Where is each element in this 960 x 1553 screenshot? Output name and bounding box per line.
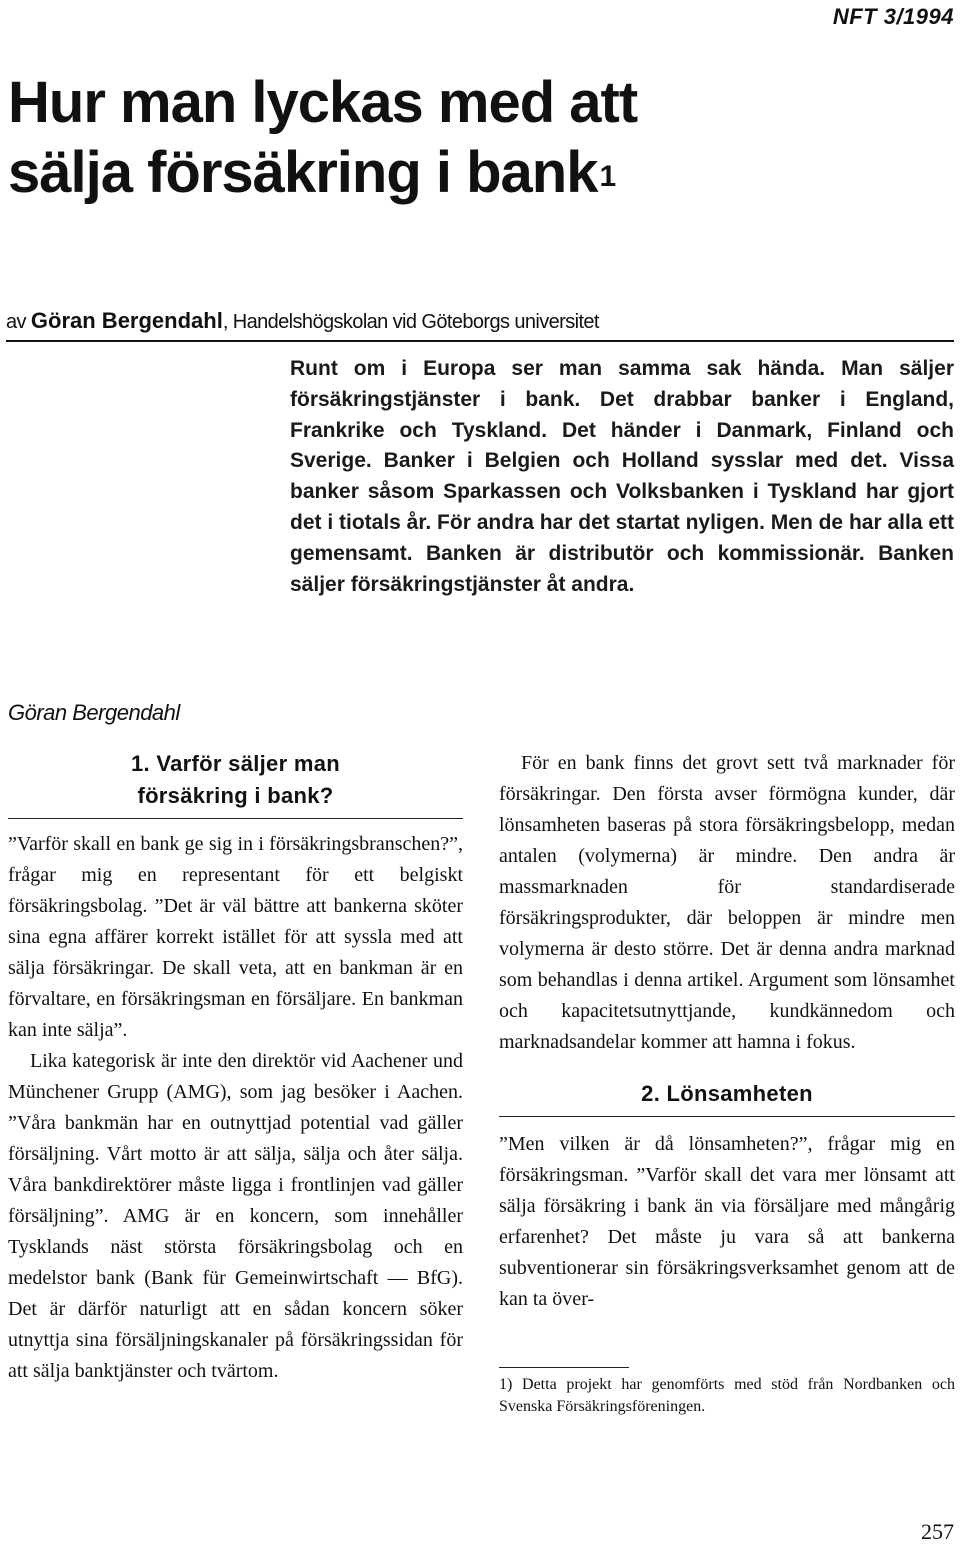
article-title xyxy=(8,68,908,208)
right-paragraph-1: För en bank finns det grovt sett två marknader för försäkringar. Den första avser förmögna kunder, där lönsamheten baseras på stora försäkringsbelopp, medan antalen (volymerna) är mindre. Den andra är massmarknaden för standardiserade försäkringsprodukter, där beloppen är mindre men volymerna är desto större. Det är denna andra marknad som behandlas i denna artikel. Argument som lönsamhet och kapacitetsutnyttjande, kundkännedom och marknadsandelar kommer att hamna i fokus. xyxy=(499,752,955,1053)
footnote: 1) Detta projekt har genomförts med stöd från Nordbanken och Svenska Försäkringsföreningen. xyxy=(499,1376,955,1415)
section-2-heading: 2. Lönsamheten xyxy=(499,1078,955,1117)
byline xyxy=(6,308,599,334)
section-2-paragraph-1: ”Men vilken är då lönsamheten?”, frågar mig en försäkringsman. ”Varför skall det vara mer lönsamt att sälja försäkring i bank än via försäljare med mångårig erfarenhet? Det måste ju vara så att bankerna subventionerar sin försäkringsverksamhet genom att de kan ta över- xyxy=(499,1133,955,1310)
section-1-paragraph-2: Lika kategorisk är inte den direktör vid Aachener und Münchener Grupp (AMG), som jag besöker i Aachen. ”Våra bankmän har en outnyttjad potential vad gäller försäljning. Vårt motto är att sälja, sälja och åter sälja. Våra bankdirektörer måste ligga i frontlinjen vad gäller försäljning”. AMG är en koncern, som innehåller Tysklands näst största försäkringsbolag och en medelstor bank (Bank für Gemeinwirtschaft — BfG). Det är därför naturligt att en sådan koncern söker utnyttja sina försäljningskanaler på försäkringssidan för att sälja banktjänster och tvärtom. xyxy=(8,1050,463,1382)
right-column xyxy=(499,748,955,1418)
left-column xyxy=(8,748,463,1387)
byline-prefix: av xyxy=(6,311,26,333)
section-1-heading-line-2: försäkring i bank? xyxy=(137,783,334,808)
section-1-heading-line-1: 1. Varför säljer man xyxy=(131,751,340,776)
author-signature: Göran Bergendahl xyxy=(8,700,180,725)
title-footnote-mark: 1 xyxy=(599,160,616,193)
section-1-paragraph-1: ”Varför skall en bank ge sig in i försäkringsbranschen?”, frågar mig en representant för ett belgiskt försäkringsbolag. ”Det är väl bättre att bankerna sköter sina egna affärer korrekt istället för att syssla med att sälja försäkringar. De skall veta, att en bankman är en förvaltare, en försäkringsman en försäljare. En bankman kan inte sälja”. xyxy=(8,833,463,1041)
lead-paragraph: Runt om i Europa ser man samma sak hända. Man säljer försäkringstjänster i bank. Det drabbar banker i England, Frankrike och Tyskland. Det händer i Danmark, Finland och Sverige. Banker i Belgien och Holland sysslar med det. Vissa banker såsom Sparkassen och Volksbanken i Tyskland har gjort det i tiotals år. För andra har det startat nyligen. Men de har alla ett gemensamt. Banken är distributör och kommissionär. Banken säljer försäkringstjänster åt andra. xyxy=(290,357,954,596)
title-line-2: sälja försäkring i bank xyxy=(8,140,598,205)
section-1-heading xyxy=(8,748,463,819)
issue-label: NFT 3/1994 xyxy=(832,4,954,29)
header-divider xyxy=(6,340,954,342)
footnote-divider xyxy=(499,1367,629,1368)
title-line-1: Hur man lyckas med att xyxy=(8,70,638,135)
author-affiliation: , Handelshögskolan vid Göteborgs universitet xyxy=(222,311,599,333)
page-number: 257 xyxy=(921,1519,954,1544)
author-name: Göran Bergendahl xyxy=(30,308,223,333)
